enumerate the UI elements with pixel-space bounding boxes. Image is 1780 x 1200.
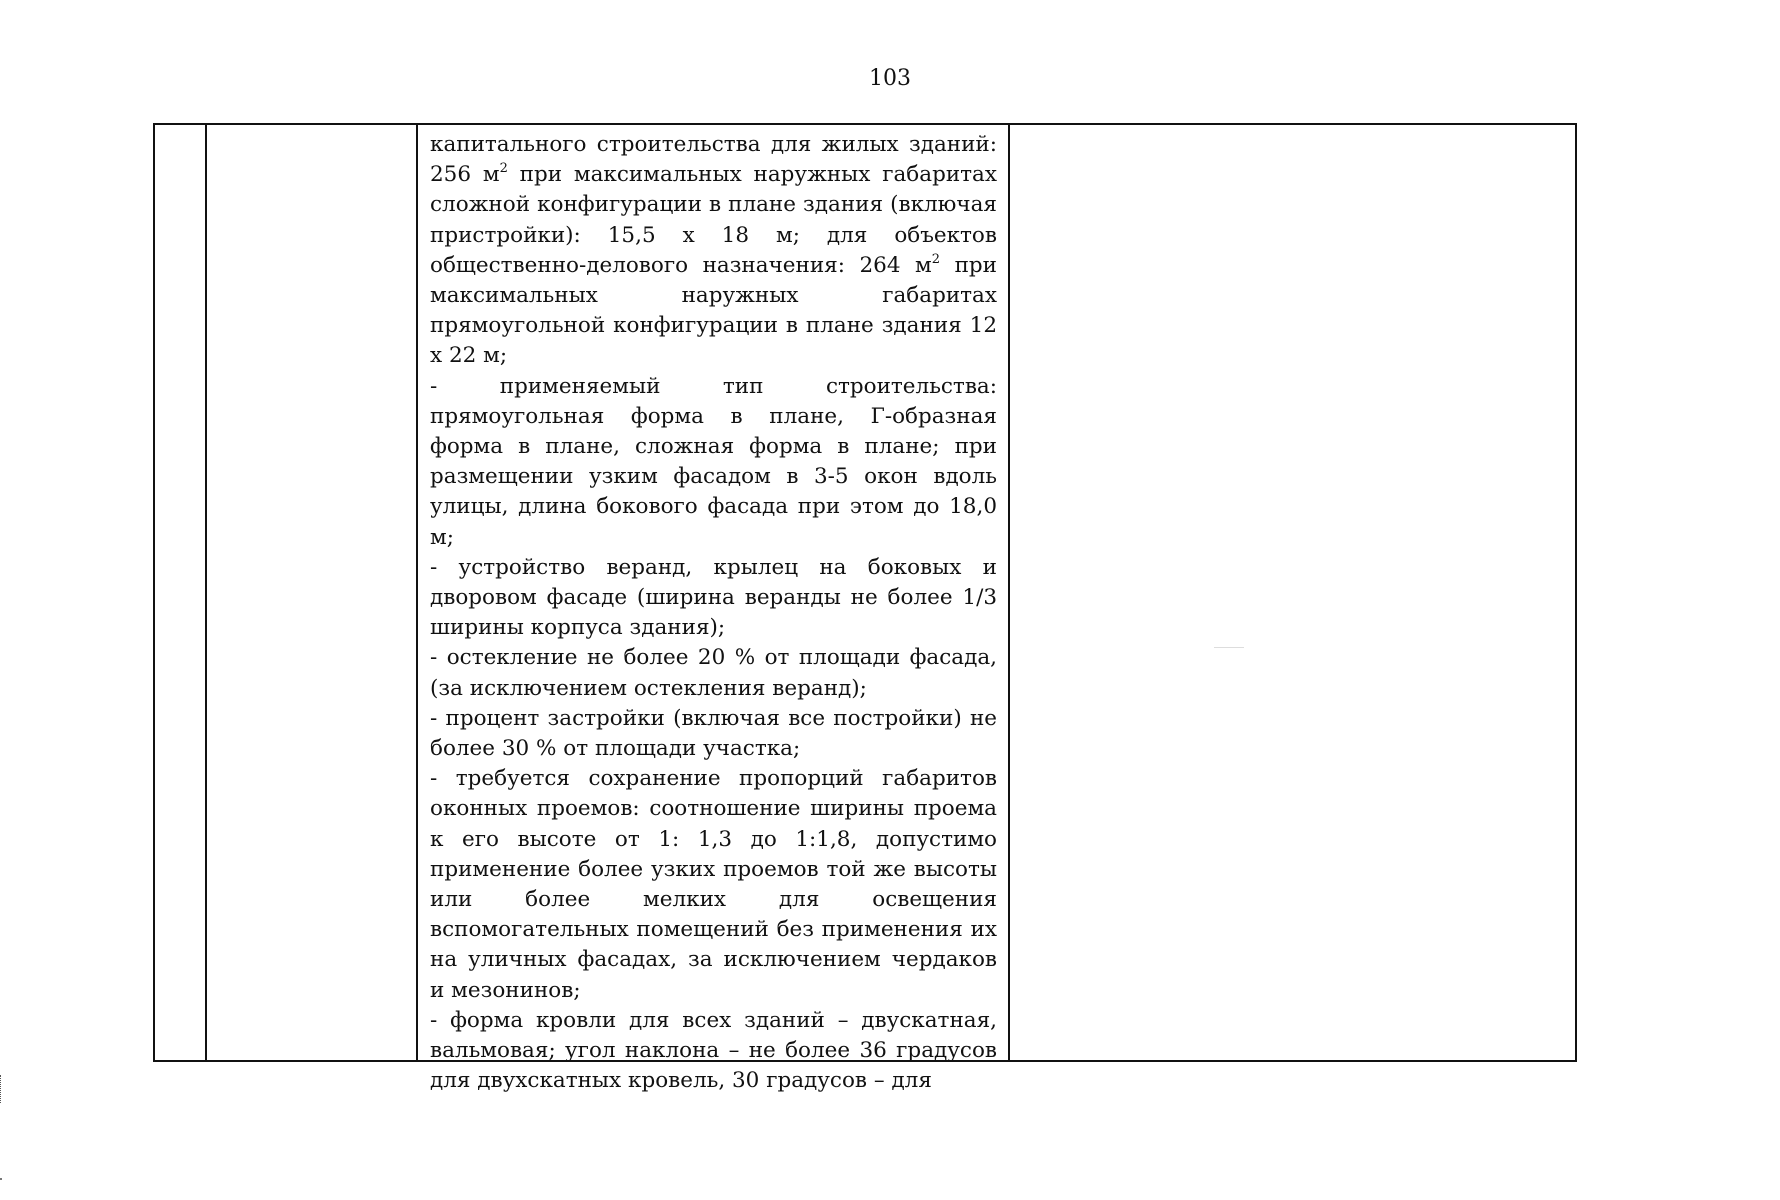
page-number: 103: [869, 66, 911, 91]
paragraph-verandas: - устройство веранд, крылец на боковых и дворовом фасаде (ширина веранды не более 1/3 ширины корпуса здания);: [430, 554, 997, 641]
table-cell-zone: [207, 125, 418, 1060]
paragraph-construction-type: - применяемый тип строительства: прямоугольная форма в плане, Г-образная форма в плане, сложная форма в плане; при размещении узким фасадом в 3-5 окон вдоль улицы, длина бокового фасада при этом до 18,0 м;: [430, 373, 997, 550]
superscript: 2: [931, 251, 941, 267]
paragraph-window-proportions: - требуется сохранение пропорций габаритов оконных проемов: соотношение ширины проема к его высоте от 1: 1,3 до 1:1,8, допустимо применение более узких проемов той же высоты или более мелких для освещения вспомогательных помещений без применения их на уличных фасадах, за исключением чердаков и мезонинов;: [430, 766, 997, 1003]
paragraph-roof-form: - форма кровли для всех зданий – двускатная, вальмовая; угол наклона – не более 36 градусов для двухскатных кровель, 30 градусов – для: [430, 1007, 997, 1094]
paragraph-development-percent: - процент застройки (включая все постройки) не более 30 % от площади участка;: [430, 705, 997, 762]
table-cell-notes: [1010, 125, 1575, 1060]
margin-dot: [0, 1178, 2, 1180]
table-cell-number: [155, 125, 207, 1060]
superscript: 2: [499, 161, 508, 177]
scan-artifact: [1214, 647, 1244, 648]
paragraph-glazing: - остекление не более 20 % от площади фасада, (за исключением остекления веранд);: [430, 645, 997, 701]
paragraph-building-area: капитального строительства для жилых зданий: 256 $м^2$ при максимальных наружных габаритах сложной конфигурации в плане здания (включая пристройки): 15,5 х 18 м; для объектов общественно-делового назначения: 264 $м^2$ при максимальных наружных габаритах прямоугольной конфигурации в плане здания 12 х 22 м;: [430, 132, 997, 369]
parameters-text: [430, 130, 997, 1097]
regulation-table: [153, 123, 1577, 1094]
table-cell-parameters: [418, 125, 1010, 1094]
margin-mark: [0, 1075, 4, 1103]
